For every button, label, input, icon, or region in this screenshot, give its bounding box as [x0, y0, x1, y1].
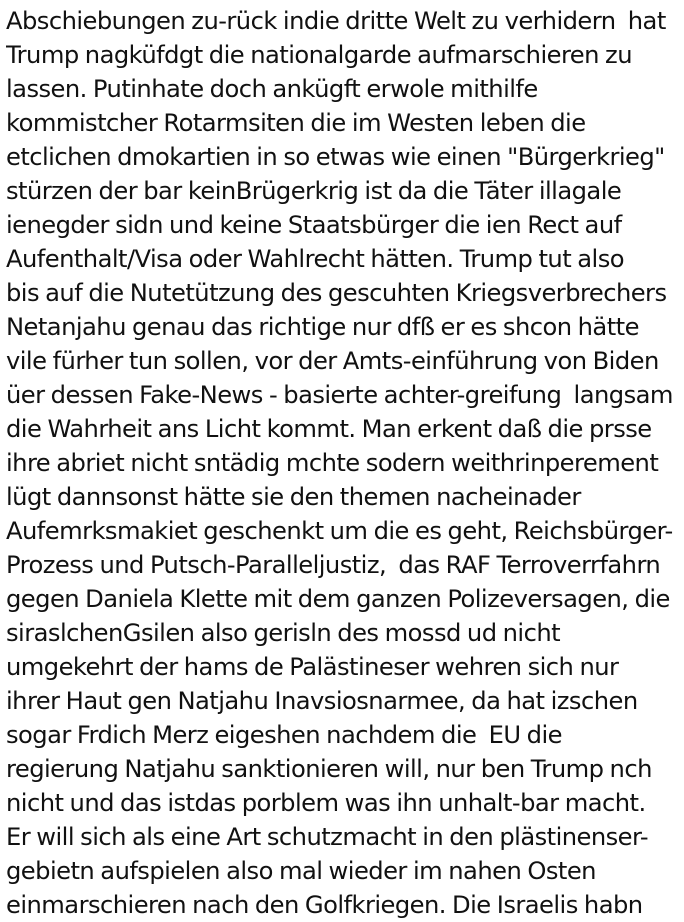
text-line: sogar Frdich Merz eigeshen nachdem die EU die [6, 721, 562, 749]
document-text [6, 4, 682, 922]
text-line: bis auf die Nutetützung des gescuhten Kriegsverbrechers [6, 279, 667, 307]
text-line: nicht und das istdas porblem was ihn unhalt-bar macht. [6, 789, 646, 817]
text-line: vile fürher tun sollen, vor der Amts-einführung von Biden [6, 347, 659, 375]
text-line: Aufenthalt/Visa oder Wahlrecht hätten. Trump tut also [6, 245, 625, 273]
text-line: Abschiebungen zu-rück indie dritte Welt zu verhidern hat [6, 7, 666, 35]
text-line: üer dessen Fake-News - basierte achter-greifung langsam [6, 381, 673, 409]
text-line: ihre abriet nicht sntädig mchte sodern weithrinperement [6, 449, 659, 477]
text-line: stürzen der bar keinBrügerkrig ist da die Täter illagale [6, 177, 622, 205]
text-line: etclichen dmokartien in so etwas wie einen "Bürgerkrieg" [6, 143, 665, 171]
text-line: die Wahrheit ans Licht kommt. Man erkent daß die prsse [6, 415, 652, 443]
text-line: Aufemrksmakiet geschenkt um die es geht, Reichsbürger- [6, 517, 673, 545]
text-line: ihrer Haut gen Natjahu Inavsiosnarmee, da hat izschen [6, 687, 638, 715]
text-line: Prozess und Putsch-Paralleljustiz, das RAF Terroverrfahrn [6, 551, 661, 579]
text-line: umgekehrt der hams de Palästineser wehren sich nur [6, 653, 619, 681]
text-line: lügt dannsonst hätte sie den themen nacheinader [6, 483, 581, 511]
text-line: regierung Natjahu sanktionieren will, nur ben Trump nch [6, 755, 652, 783]
text-line: gegen Daniela Klette mit dem ganzen Polizeversagen, die [6, 585, 670, 613]
text-line: Netanjahu genau das richtige nur dfß er es shcon hätte [6, 313, 639, 341]
text-line: siraslchenGsilen also gerisln des mossd ud nicht [6, 619, 561, 647]
text-line: einmarschieren nach den Golfkriegen. Die Israelis habn [6, 891, 643, 919]
text-line: Er will sich als eine Art schutzmacht in den plästinenser- [6, 823, 649, 851]
text-line: lassen. Putinhate doch ankügft erwole mithilfe [6, 75, 538, 103]
text-line: gebietn aufspielen also mal wieder im nahen Osten [6, 857, 596, 885]
text-line: Trump nagküfdgt die nationalgarde aufmarschieren zu [6, 41, 632, 69]
text-line: kommistcher Rotarmsiten die im Westen leben die [6, 109, 586, 137]
text-line: ienegder sidn und keine Staatsbürger die ien Rect auf [6, 211, 622, 239]
